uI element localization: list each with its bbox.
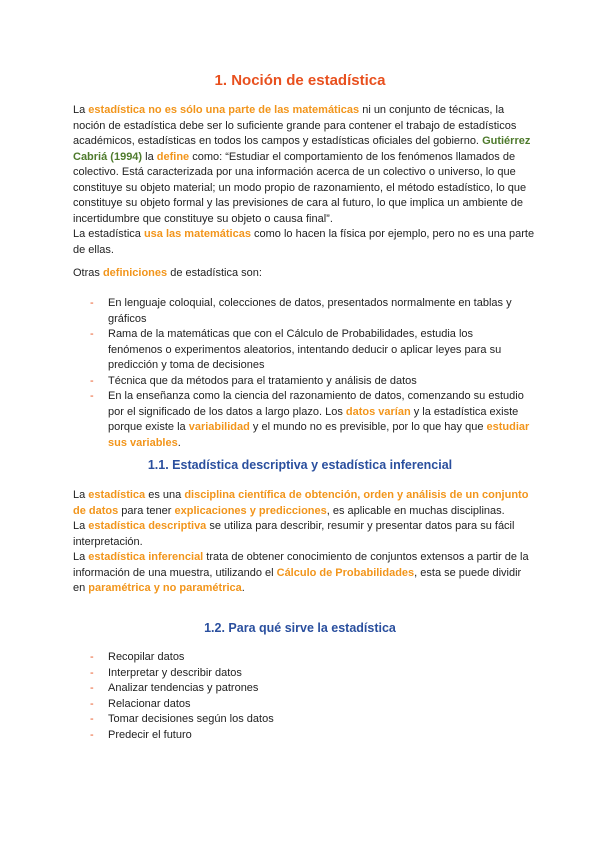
bullet-dash: - (90, 728, 94, 741)
bullet-dash: - (90, 666, 94, 679)
highlight: definiciones (102, 267, 168, 279)
highlight: paramétrica y no paramétrica (88, 582, 242, 594)
list-item: - En la enseñanza como la ciencia del razonamiento de datos, comenzando su estudio por el significado de los datos a largo plazo. Los datos varían y la estadística existe porque existe la variabilidad y el mundo no es previsible, por lo que hay que estudiar sus variables. (90, 390, 530, 449)
bullet-dash: - (90, 713, 94, 725)
highlight: explicaciones y predicciones (174, 504, 327, 517)
list-item: - Técnica que da métodos para el tratamiento y análisis de datos (90, 374, 530, 390)
highlight: variabilidad (188, 421, 250, 433)
list-item: - Predecir el futuro (90, 728, 530, 744)
list-item: - Relacionar datos (90, 697, 530, 713)
bullet-dash: - (90, 682, 94, 694)
highlight: Cálculo de Probabilidades (276, 566, 415, 579)
definitions-list (90, 296, 530, 451)
section-1-1-title: 1.1. Estadística descriptiva y estadística inferencial (147, 458, 453, 472)
bullet-dash: - (90, 651, 94, 663)
section-1-2-title: 1.2. Para qué sirve la estadística (204, 621, 396, 635)
bullet-dash: - (90, 297, 94, 309)
section-1-1-paragraph: La estadística es una disciplina científica de obtención, orden y análisis de un conjunto de datos para tener explicaciones y predicciones, es aplicable en muchas disciplinas. La estadística descriptiva se utiliza para describir, resumir y presentar datos para su fácil interpretación. La estadística inferencial trata de obtener conocimiento de conjuntos extensos a partir de la información de una muestra, utilizando el Cálculo de Probabilidades, esta se puede dividir en paramétrica y no paramétrica. (73, 489, 529, 594)
highlight: estadística inferencial (88, 551, 204, 563)
author-citation: Gutiérrez Cabriá (1994) (73, 135, 531, 163)
bullet-dash: - (90, 390, 94, 402)
list-item: - Rama de la matemáticas que con el Cálculo de Probabilidades, estudia los fenómenos o experimentos aleatorios, intentando deducir o aplicar leyes para su predicción y toma de decisiones (90, 328, 502, 371)
highlight: estadística no es sólo una parte de las matemáticas (88, 104, 360, 116)
otras-paragraph: Otras definiciones de estadística son: (73, 267, 262, 279)
bullet-dash: - (90, 328, 94, 340)
list-item: - En lenguaje coloquial, colecciones de datos, presentados normalmente en tablas y gráficos (90, 297, 512, 325)
highlight: estudiar sus variables (108, 421, 530, 449)
bullet-dash: - (90, 697, 94, 710)
highlight: estadística (88, 489, 146, 501)
highlight: usa las matemáticas (143, 228, 251, 240)
list-item: - Tomar decisiones según los datos (90, 712, 530, 728)
uses-list (90, 650, 530, 743)
page-title: 1. Noción de estadística (214, 72, 386, 89)
highlight: disciplina científica de obtención, orden y análisis de un conjunto de datos (73, 489, 529, 517)
highlight: estadística descriptiva (88, 520, 207, 532)
bullet-dash: - (90, 374, 94, 387)
highlight: datos varían (345, 405, 411, 418)
intro-paragraph: La estadística no es sólo una parte de las matemáticas ni un conjunto de técnicas, la noción de estadística debe ser lo suficiente grande para contener el trabajo de estadísticos académicos, estadísticas en todos los campos y estadísticas oficiales del gobierno. Gutiérrez Cabriá (1994) la define como: “Estudiar el comportamiento de los fenómenos llamados de colectivo. Está caracterizada por una información acerca de un colectivo o universo, lo que constituye su objeto material; un modo propio de razonamiento, el método estadístico, lo que constituye su objeto formal y las previsiones de cara al futuro, lo que implica un ambiente de incertidumbre que constituye su objeto o causa final”. La estadística usa las matemáticas como lo hacen la física por ejemplo, pero no es una parte de ellas. (73, 104, 535, 256)
list-item: - Interpretar y describir datos (90, 666, 530, 682)
list-item: - Analizar tendencias y patrones (90, 681, 530, 697)
list-item: - Recopilar datos (90, 650, 530, 666)
highlight: define (156, 150, 190, 163)
